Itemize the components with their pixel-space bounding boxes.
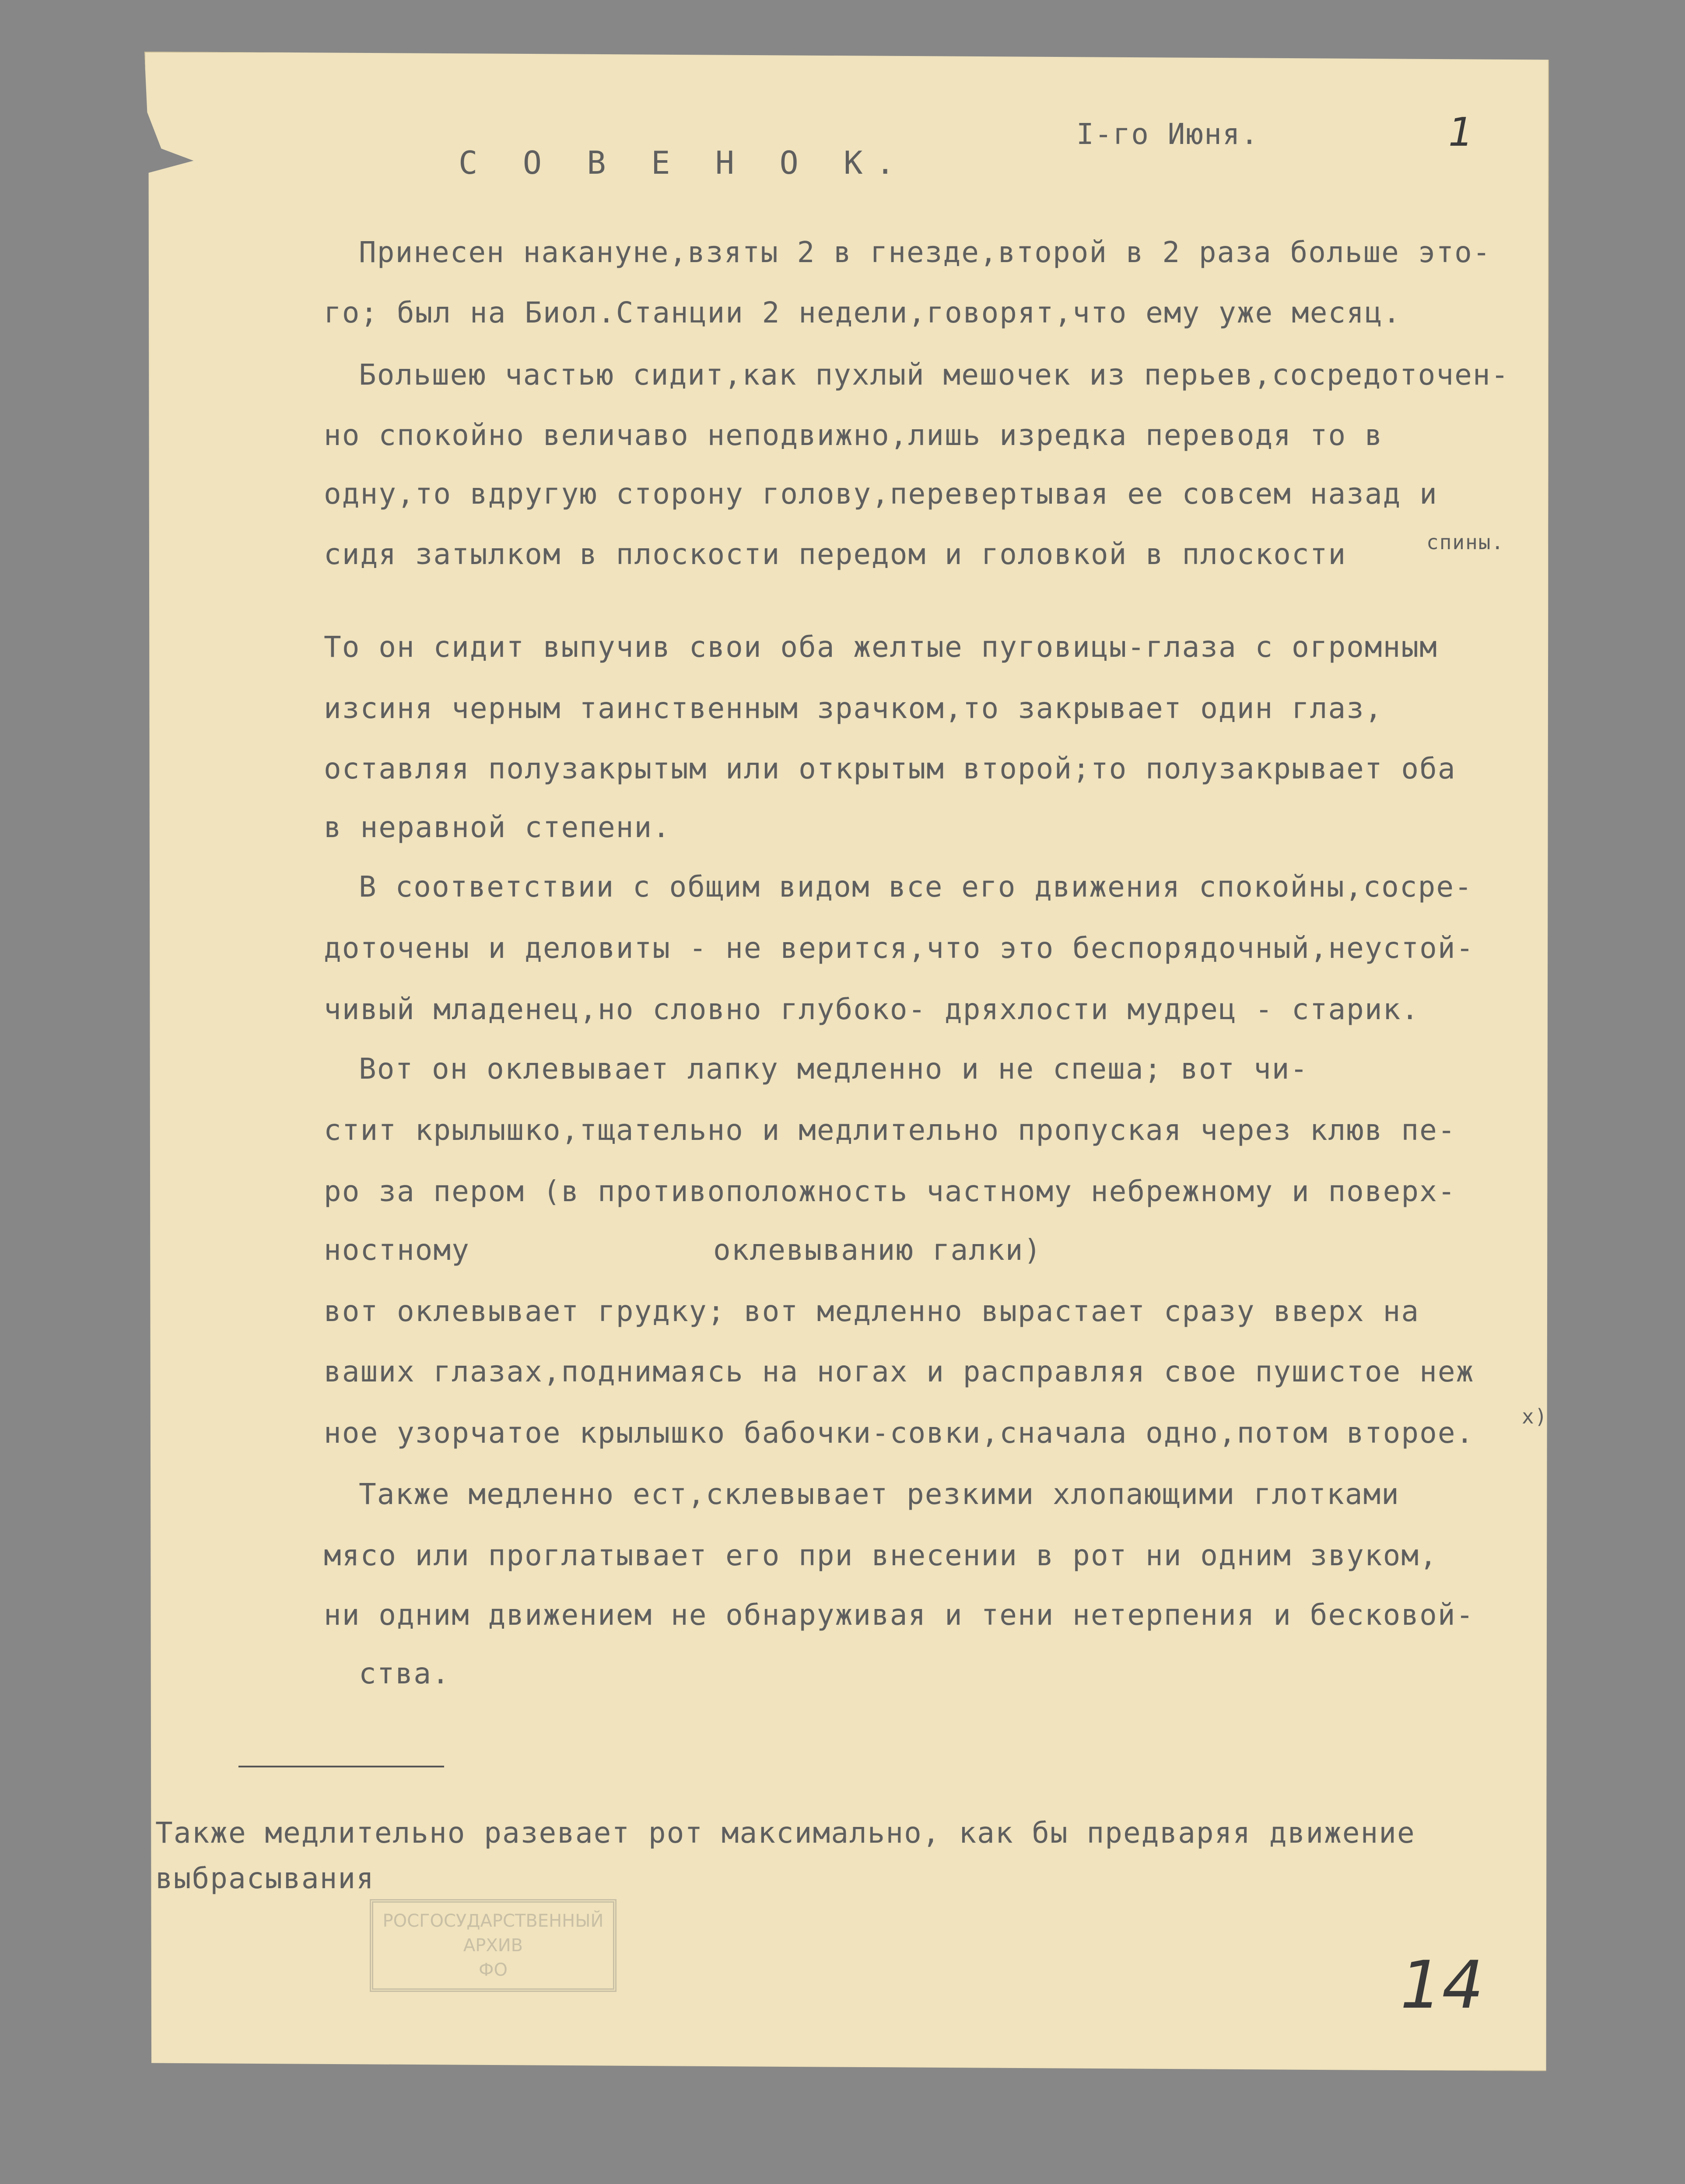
stamp-line: ФО xyxy=(479,1960,508,1980)
superscript-text: спины. xyxy=(1426,530,1505,554)
text-line: мясо или проглатывает его при внесении в рот ни одним звуком, xyxy=(324,1539,1438,1572)
text-line: Принесен накануне,взяты 2 в гнезде,второй в 2 раза больше это- xyxy=(359,235,1491,269)
stamp-line: РОСГОСУДАРСТВЕННЫЙ xyxy=(382,1911,604,1931)
superscript-text: x) xyxy=(1522,1405,1548,1428)
text-line: В соответствии с общим видом все его движения спокойны,сосре- xyxy=(359,870,1473,904)
text-line: ства. xyxy=(359,1657,450,1690)
page-number-top: 1 xyxy=(1448,109,1474,155)
text-line: ни одним движением не обнаруживая и тени нетерпения и бесковой- xyxy=(324,1598,1475,1632)
text-line: Также медленно ест,склевывает резкими хлопающими глотками xyxy=(359,1477,1400,1511)
footnote-line: Также медлительно разевает рот максимально, как бы предваряя движение xyxy=(155,1816,1415,1850)
text-line: ваших глазах,поднимаясь на ногах и расправляя свое пушистое неж xyxy=(324,1355,1475,1388)
text-line: ное узорчатое крылышко бабочки-совки,сначала одно,потом второе. xyxy=(324,1416,1475,1450)
text-line: в неравной степени. xyxy=(324,810,671,844)
text-line: сидя затылком в плоскости передом и головкой в плоскости xyxy=(324,537,1347,571)
text-line: но спокойно величаво неподвижно,лишь изредка переводя то в xyxy=(324,418,1383,452)
text-line: доточены и деловиты - не верится,что это беспорядочный,неустой- xyxy=(324,931,1475,965)
text-line: оклевыванию галки) xyxy=(713,1233,1042,1267)
text-line: ностному xyxy=(324,1233,470,1267)
document-title: С О В Е Н О К. xyxy=(459,144,908,181)
text-line: Большею частью сидит,как пухлый мешочек из перьев,сосредоточен- xyxy=(359,358,1510,392)
archive-stamp xyxy=(370,1899,617,1992)
document-date: I-го Июня. xyxy=(1076,117,1259,151)
text-line: Вот он оклевывает лапку медленно и не спеша; вот чи- xyxy=(359,1052,1309,1086)
text-line: стит крылышко,тщательно и медлительно пропуская через клюв пе- xyxy=(324,1113,1456,1147)
text-line: чивый младенец,но словно глубоко- дряхлости мудрец - старик. xyxy=(324,992,1420,1026)
page-number-bottom: 14 xyxy=(1400,1947,1484,2023)
footnote-line: выбрасывания xyxy=(155,1861,375,1895)
text-line: го; был на Биол.Станции 2 недели,говорят,что ему уже месяц. xyxy=(324,296,1401,330)
footnote-rule xyxy=(238,1766,444,1767)
text-line: оставляя полузакрытым или открытым второй;то полузакрывает оба xyxy=(324,752,1456,785)
text-line: ро за пером (в противоположность частному небрежному и поверх- xyxy=(324,1174,1456,1208)
text-line: вот оклевывает грудку; вот медленно вырастает сразу вверх на xyxy=(324,1294,1420,1328)
text-line: одну,то вдругую сторону голову,перевертывая ее совсем назад и xyxy=(324,477,1438,511)
text-line: То он сидит выпучив свои оба желтые пуговицы-глаза с огромным xyxy=(324,630,1438,664)
stamp-line: АРХИВ xyxy=(463,1935,523,1956)
text-line: изсиня черным таинственным зрачком,то закрывает один глаз, xyxy=(324,691,1383,725)
